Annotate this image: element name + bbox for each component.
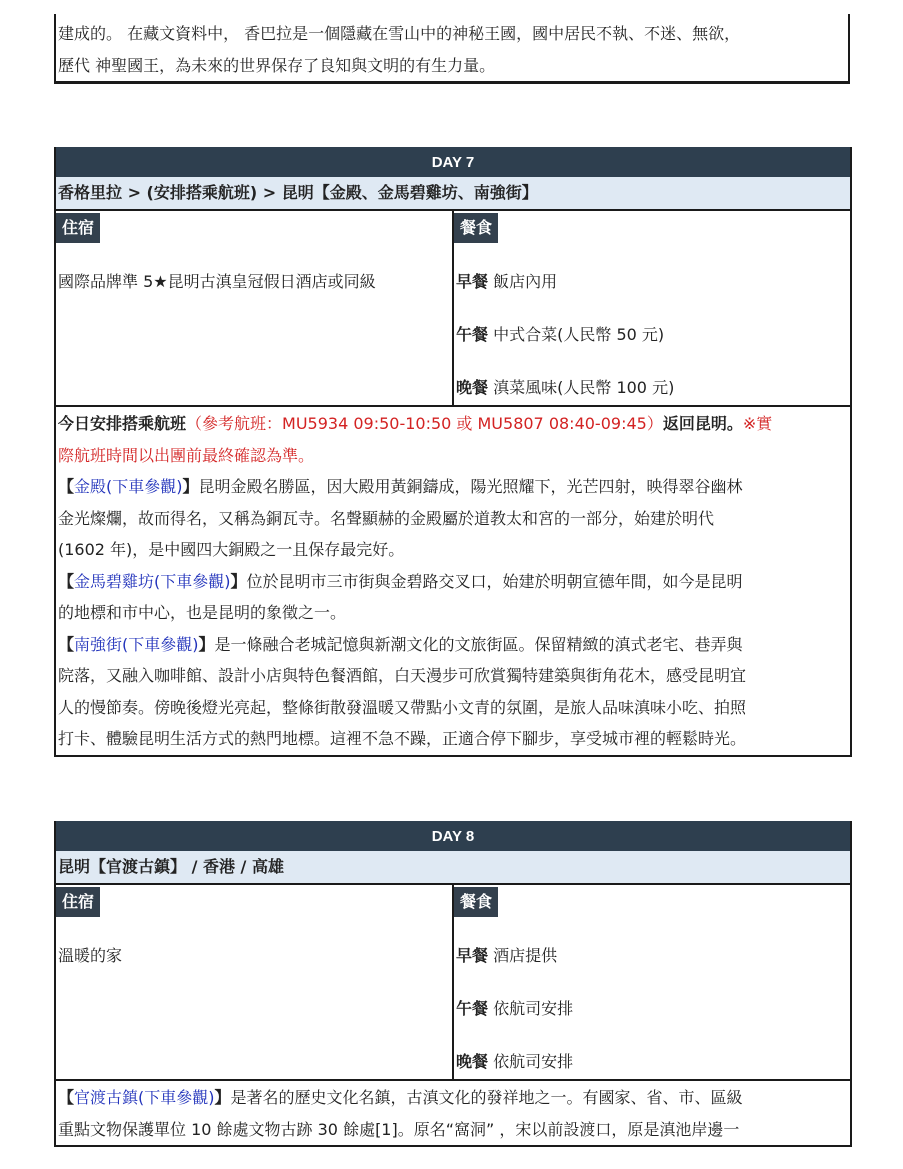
day-description — [56, 1081, 850, 1145]
intro-line: 歷代 神聖國王，為未來的世界保存了良知與文明的有生力量。 — [58, 55, 496, 75]
spot-name: 金殿(下車參觀) — [74, 477, 183, 496]
day-route: 香格里拉 > (安排搭乘航班) > 昆明【金殿、金馬碧雞坊、南強街】 — [56, 177, 850, 211]
spot-name: 南強街(下車參觀) — [74, 634, 199, 654]
stay-meal-row — [56, 211, 850, 407]
meal-column — [454, 885, 850, 1079]
meal-dinner: 晚餐 依航司安排 — [456, 1052, 574, 1071]
meal-column — [454, 211, 850, 405]
stay-meal-row — [56, 885, 850, 1081]
day-title: DAY 7 — [56, 147, 850, 177]
spot-name: 官渡古鎮(下車參觀) — [74, 1088, 215, 1107]
meal-dinner: 晚餐 滇菜風味(人民幣 100 元) — [456, 378, 675, 397]
stay-label: 住宿 — [56, 887, 100, 917]
spot-guandu: 【官渡古鎮(下車參觀)】是著名的歷史文化名鎮，古滇文化的發祥地之一。有國家、省、市、區級 重點文物保護單位 10 餘處文物古跡 30 餘處[1]。原名“窩洞” ，宋以前設渡口，原是滇池岸邊一 — [58, 1088, 743, 1139]
spot-jinmabiji: 【金馬碧雞坊(下車參觀)】位於昆明市三市街與金碧路交叉口，始建於明朝宣德年間，如今是昆明 的地標和市中心，也是昆明的象徵之一。 — [58, 571, 743, 622]
intro-line: 建成的。 在藏文資料中， 香巴拉是一個隱藏在雪山中的神秘王國，國中居民不執、不迷、無欲， — [58, 24, 741, 43]
meal-breakfast: 早餐 酒店提供 — [456, 946, 558, 965]
day8-table — [54, 821, 852, 1147]
meal-label: 餐食 — [454, 887, 498, 917]
meal-lunch: 午餐 中式合菜(人民幣 50 元) — [456, 325, 665, 344]
stay-label: 住宿 — [56, 213, 100, 243]
spot-nanqiang: 【南強街(下車參觀)】是一條融合老城記憶與新潮文化的文旅街區。保留精緻的滇式老宅、巷弄與 院落，又融入咖啡館、設計小店與特色餐酒館，白天漫步可欣賞獨特建築與街角花木，感受昆明宜 人的慢節奏。傍晚後燈光亮起，整條街散發溫暖又帶點小文青的氛圍，是旅人品味滇味小吃、拍照 打卡、體驗昆明生活方式的熱門地標。這裡不急不躁，正適合停下腳步，享受城市裡的輕鬆時光。 — [58, 634, 747, 748]
stay-column — [56, 211, 454, 405]
flight-info: 今日安排搭乘航班（參考航班：MU5934 09:50-10:50 或 MU5807 08:40-09:45）返回昆明。※實 際航班時間以出團前最終確認為準。 — [58, 414, 773, 465]
stay-column — [56, 885, 454, 1079]
day-route: 昆明【官渡古鎮】 / 香港 / 高雄 — [56, 851, 850, 885]
spot-jindian: 【金殿(下車參觀)】昆明金殿名勝區，因大殿用黃銅鑄成，陽光照耀下，光芒四射，映得翠谷幽林 金光燦爛，故而得名，又稱為銅瓦寺。名聲顯赫的金殿屬於道教太和宮的一部分，始建於明代 (1602 年)，是中國四大銅殿之一且保存最完好。 — [58, 477, 743, 559]
day-description — [56, 407, 850, 755]
meal-lunch: 午餐 依航司安排 — [456, 999, 574, 1018]
meal-breakfast: 早餐 飯店內用 — [456, 272, 558, 291]
spot-name: 金馬碧雞坊(下車參觀) — [74, 571, 231, 591]
meal-label: 餐食 — [454, 213, 498, 243]
intro-box — [54, 14, 850, 84]
hotel-name: 溫暖的家 — [58, 946, 123, 965]
day7-table — [54, 147, 852, 757]
intro-paragraph — [56, 14, 848, 81]
day-title: DAY 8 — [56, 821, 850, 851]
bottom-rule — [54, 1145, 852, 1147]
hotel-name: 國際品牌準 5★昆明古滇皇冠假日酒店或同級 — [58, 272, 376, 291]
